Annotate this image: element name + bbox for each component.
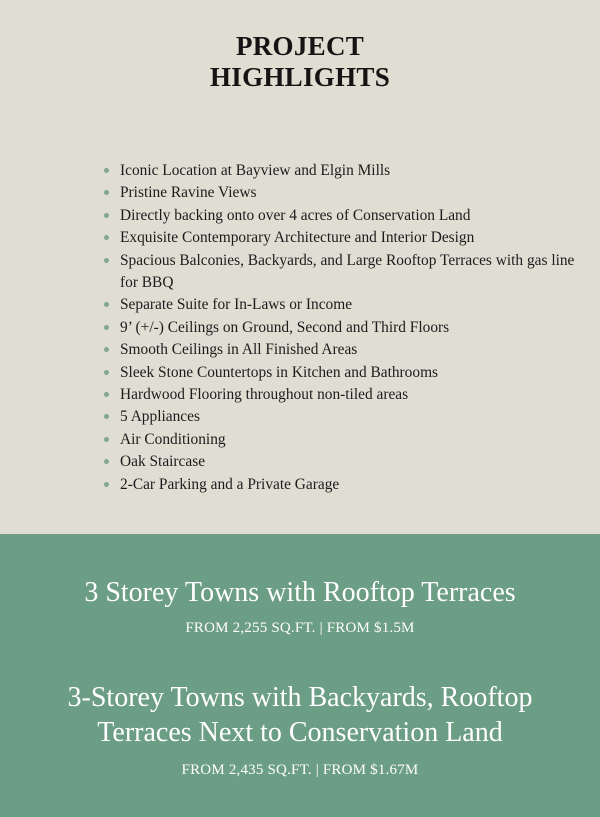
town-title-line-2: Terraces Next to Conservation Land: [97, 717, 503, 748]
bullet-icon: [104, 168, 109, 173]
highlight-text: 5 Appliances: [120, 408, 200, 426]
highlight-item: [102, 182, 584, 204]
highlight-item: [102, 250, 584, 295]
highlight-text: Hardwood Flooring throughout non-tiled areas: [120, 386, 409, 404]
bullet-icon: [104, 392, 109, 397]
highlight-item: [102, 317, 584, 339]
highlight-text: Separate Suite for In-Laws or Income: [120, 296, 353, 314]
bullet-icon: [104, 258, 109, 263]
highlight-text: Air Conditioning: [120, 430, 226, 448]
highlight-item: [102, 384, 584, 406]
highlight-text: Directly backing onto over 4 acres of Conservation Land: [120, 206, 471, 224]
highlight-item: [102, 429, 584, 451]
town-size-price: FROM 2,255 SQ.FT. | FROM $1.5M: [185, 620, 415, 636]
towns-section: [0, 534, 600, 817]
highlight-text: Oak Staircase: [120, 453, 206, 471]
highlight-text: 2-Car Parking and a Private Garage: [120, 475, 340, 493]
town-title: 3 Storey Towns with Rooftop Terraces: [84, 577, 516, 608]
highlight-item: [102, 362, 584, 384]
highlights-list: [102, 160, 584, 496]
bullet-icon: [104, 482, 109, 487]
town-offer-backyards: [0, 680, 600, 780]
bullet-icon: [104, 437, 109, 442]
page-title-line-1: PROJECT: [235, 31, 365, 61]
bullet-icon: [104, 414, 109, 419]
highlight-text: Iconic Location at Bayview and Elgin Mills: [120, 162, 391, 179]
bullet-icon: [104, 190, 109, 195]
highlight-item: [102, 205, 584, 227]
town-title-line-1: 3-Storey Towns with Backyards, Rooftop: [67, 682, 533, 713]
highlight-item: [102, 294, 584, 316]
page-title-line-2: HIGHLIGHTS: [209, 62, 391, 92]
highlight-item: [102, 227, 584, 249]
highlight-text: Exquisite Contemporary Architecture and Interior Design: [120, 229, 475, 247]
town-offer-rooftop: [0, 575, 600, 638]
page-title: [0, 31, 600, 93]
highlight-text: 9’ (+/-) Ceilings on Ground, Second and Third Floors: [120, 318, 450, 336]
bullet-icon: [104, 347, 109, 352]
highlight-item: [102, 451, 584, 473]
bullet-icon: [104, 370, 109, 375]
bullet-icon: [104, 325, 109, 330]
highlight-text: Spacious Balconies, Backyards, and Large Rooftop Terraces with gas line for BBQ: [120, 251, 575, 292]
highlight-text: Sleek Stone Countertops in Kitchen and Bathrooms: [120, 363, 439, 381]
highlight-item: [102, 406, 584, 428]
highlight-item: [102, 339, 584, 361]
highlight-text: Smooth Ceilings in All Finished Areas: [120, 341, 358, 359]
bullet-icon: [104, 213, 109, 218]
town-title: [0, 680, 600, 750]
highlight-item: [102, 160, 584, 182]
bullet-icon: [104, 302, 109, 307]
bullet-icon: [104, 235, 109, 240]
town-size-price: FROM 2,435 SQ.FT. | FROM $1.67M: [181, 762, 419, 778]
bullet-icon: [104, 459, 109, 464]
highlight-text: Pristine Ravine Views: [120, 184, 257, 202]
highlight-item: [102, 474, 584, 496]
